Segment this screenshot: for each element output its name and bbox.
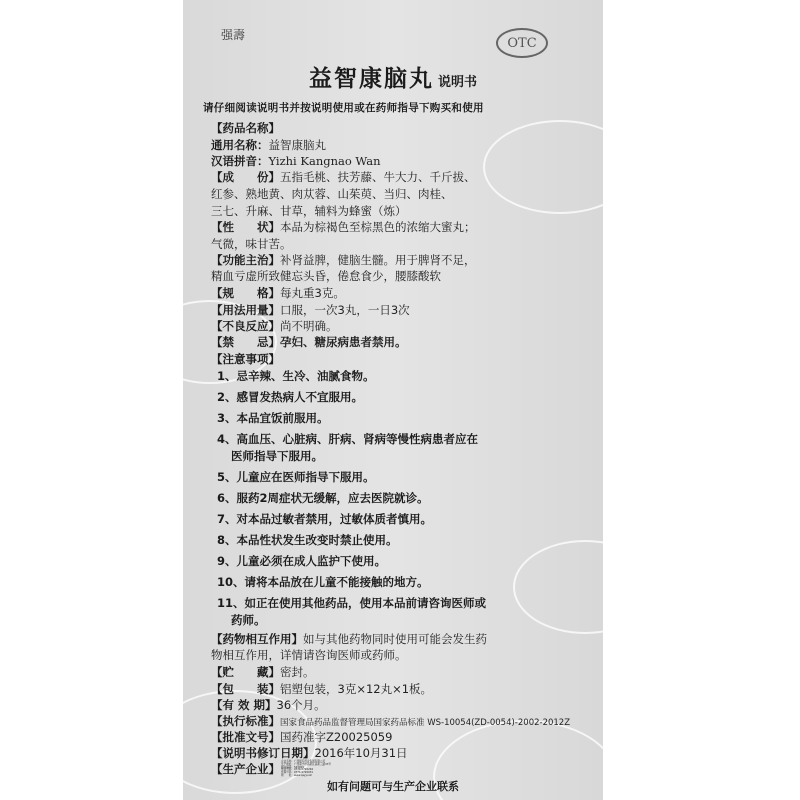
adverse-value: 尚不明确。 xyxy=(280,319,338,333)
indications-row xyxy=(211,252,476,268)
package-row xyxy=(211,681,432,697)
manufacturer-details xyxy=(281,761,331,778)
manufacturer-line: 企业名称：广西强寿药业集团有限公司 xyxy=(281,760,326,763)
manufacturer-row xyxy=(211,761,280,777)
precaution-item-continued: 药师。 xyxy=(231,613,266,627)
drug-name-heading: 【药品名称】 xyxy=(211,121,280,135)
drug-title: 益智康脑丸 xyxy=(308,66,434,92)
precaution-item: 6、服药2周症状无缓解，应去医院就诊。 xyxy=(217,491,429,505)
page-title xyxy=(183,60,603,93)
interactions-line-1: 如与其他药物同时使用可能会发生药 xyxy=(303,632,487,646)
manufacturer-line: 传真号码：0774-5720031 xyxy=(281,771,314,775)
precaution-item: 1、忌辛辣、生冷、油腻食物。 xyxy=(217,369,375,383)
ingredients-row xyxy=(211,169,476,185)
approval-label: 【批准文号】 xyxy=(211,730,280,744)
precaution-item: 11、如正在使用其他药品，使用本品前请咨询医师或 xyxy=(217,596,487,610)
validity-value: 36个月。 xyxy=(276,698,326,712)
generic-name-label: 通用名称： xyxy=(211,138,269,152)
interactions-label: 【药物相互作用】 xyxy=(211,632,303,646)
indications-line-1: 补肾益脾，健脑生髓。用于脾肾不足， xyxy=(280,253,476,267)
contraindications-row xyxy=(211,334,407,350)
cloud-pattern xyxy=(483,120,603,214)
precautions-heading: 【注意事项】 xyxy=(211,352,280,366)
standard-value: 国家食品药品监督管理局国家药品标准 WS-10054(ZD-0054)-2002-2012Z xyxy=(280,718,571,728)
manufacturer-line: 电话号码：0774-5720294 xyxy=(281,768,314,772)
specification-row xyxy=(211,285,345,301)
package-label: 【包 装】 xyxy=(211,682,280,696)
specification-label: 【规 格】 xyxy=(211,286,280,300)
properties-label: 【性 状】 xyxy=(211,220,280,234)
validity-row xyxy=(211,697,326,713)
precaution-item: 5、儿童应在医师指导下服用。 xyxy=(217,470,375,484)
title-suffix: 说明书 xyxy=(437,75,477,90)
standard-label: 【执行标准】 xyxy=(211,714,280,728)
contraindications-value: 孕妇、糖尿病患者禁用。 xyxy=(280,335,407,349)
package-value: 铝塑包装，3克×12丸×1板。 xyxy=(280,682,433,696)
precaution-item: 3、本品宜饭前服用。 xyxy=(217,411,329,425)
manufacturer-line: 网 址：www.qsyy.net xyxy=(281,773,312,777)
dosage-label: 【用法用量】 xyxy=(211,303,280,317)
adverse-label: 【不良反应】 xyxy=(211,319,280,333)
adverse-row xyxy=(211,318,338,334)
pinyin-label: 汉语拼音： xyxy=(211,154,269,168)
storage-label: 【贮 藏】 xyxy=(211,665,280,679)
usage-notice: 请仔细阅读说明书并按说明使用或在药师指导下购买和使用 xyxy=(203,102,484,114)
ingredients-line-3: 三七、升麻、甘草，辅料为蜂蜜（炼） xyxy=(211,204,407,218)
cloud-pattern xyxy=(513,540,603,634)
storage-value: 密封。 xyxy=(280,665,315,679)
revision-label: 【说明书修订日期】 xyxy=(211,746,315,760)
precaution-item: 8、本品性状发生改变时禁止使用。 xyxy=(217,533,398,547)
otc-badge: OTC xyxy=(496,28,548,58)
contraindications-label: 【禁 忌】 xyxy=(211,335,280,349)
dosage-value: 口服，一次3丸，一日3次 xyxy=(280,303,410,317)
precaution-item-continued: 医师指导下服用。 xyxy=(231,449,323,463)
revision-value: 2016年10月31日 xyxy=(314,746,408,760)
manufacturer-line: 生产地址：广西南宁市高新区高新三路33号 xyxy=(281,762,331,766)
generic-name-row xyxy=(211,137,326,153)
generic-name-value: 益智康脑丸 xyxy=(268,138,326,152)
interactions-line-2: 物相互作用，详情请咨询医师或药师。 xyxy=(211,648,407,662)
ingredients-label: 【成 份】 xyxy=(211,170,280,184)
manufacturer-line: 邮政编码：543004 xyxy=(281,765,304,769)
precaution-item: 7、对本品过敏者禁用，过敏体质者慎用。 xyxy=(217,512,432,526)
ingredients-line-1: 五指毛桃、扶芳藤、牛大力、千斤拔、 xyxy=(280,170,476,184)
precaution-item: 9、儿童必须在成人监护下使用。 xyxy=(217,554,386,568)
brand-logo: 强壽 xyxy=(221,28,246,42)
precaution-item: 10、请将本品放在儿童不能接触的地方。 xyxy=(217,575,429,589)
indications-label: 【功能主治】 xyxy=(211,253,280,267)
manufacturer-label: 【生产企业】 xyxy=(211,762,280,776)
properties-line-2: 气微，味甘苦。 xyxy=(211,237,292,251)
validity-label: 【有 效 期】 xyxy=(211,698,277,712)
properties-line-1: 本品为棕褐色至棕黑色的浓缩大蜜丸； xyxy=(280,220,476,234)
dosage-row xyxy=(211,302,410,318)
footer-contact-note: 如有问题可与生产企业联系 xyxy=(327,780,459,793)
pinyin-value: Yizhi Kangnao Wan xyxy=(268,154,381,168)
pinyin-row xyxy=(211,153,381,169)
approval-value: 国药准字Z20025059 xyxy=(280,730,393,744)
precaution-item: 2、感冒发热病人不宜服用。 xyxy=(217,390,364,404)
precaution-item: 4、高血压、心脏病、肝病、肾病等慢性病患者应在 xyxy=(217,432,478,446)
indications-line-2: 精血亏虚所致健忘头昏，倦怠食少，腰膝酸软 xyxy=(211,269,441,283)
storage-row xyxy=(211,664,315,680)
instruction-leaflet xyxy=(183,0,603,800)
specification-value: 每丸重3克。 xyxy=(280,286,345,300)
interactions-row xyxy=(211,631,487,647)
revision-row xyxy=(211,745,408,761)
ingredients-line-2: 红参、熟地黄、肉苁蓉、山茱萸、当归、肉桂、 xyxy=(211,187,453,201)
properties-row xyxy=(211,219,476,235)
approval-row xyxy=(211,729,392,745)
